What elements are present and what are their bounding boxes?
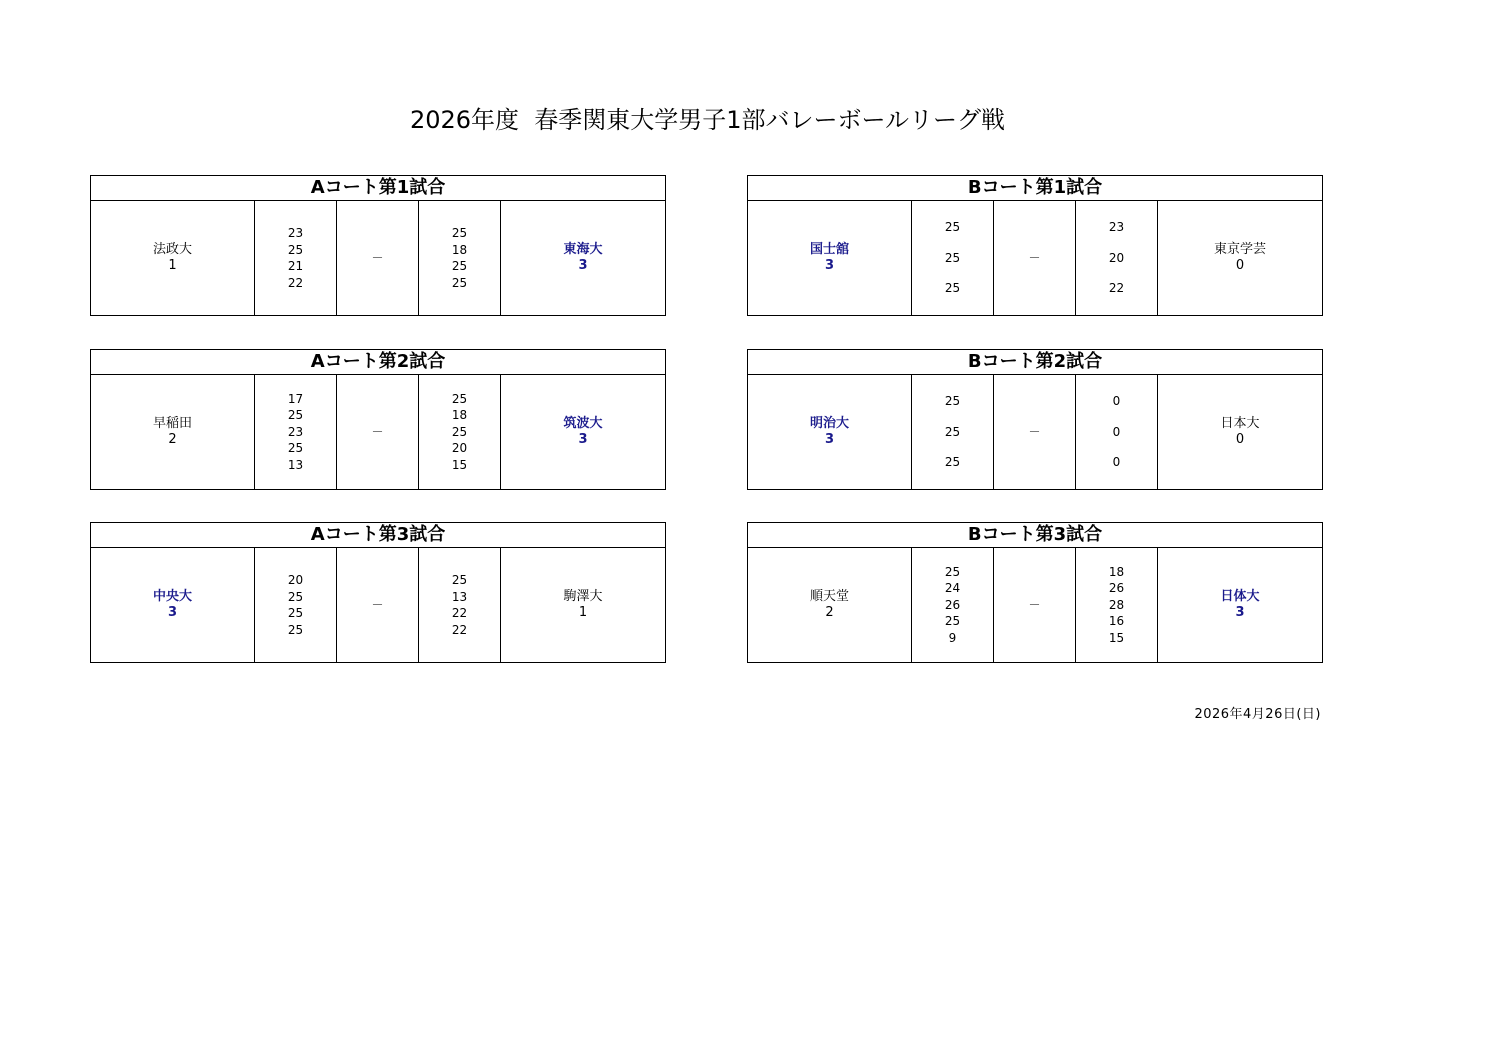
- set-score: 21: [287, 259, 304, 273]
- match-header: Bコート第2試合: [748, 350, 1322, 375]
- set-score: 18: [451, 242, 468, 257]
- set-score: 25: [944, 455, 961, 470]
- left-scores: [945, 375, 960, 489]
- match-header: Aコート第2試合: [91, 350, 665, 375]
- right-scores: [1109, 564, 1124, 647]
- right-scores-cell: [1076, 548, 1158, 662]
- set-score: 23: [1108, 220, 1125, 235]
- left-team-sets: 3: [167, 605, 178, 620]
- set-score: 25: [944, 424, 961, 439]
- set-score: 25: [944, 281, 961, 296]
- left-scores-cell: [255, 201, 337, 315]
- left-team-cell: [91, 548, 255, 662]
- match-header: Aコート第1試合: [91, 176, 665, 201]
- right-scores: [452, 572, 467, 638]
- right-team-cell: [501, 375, 665, 489]
- set-score: 25: [944, 250, 961, 265]
- set-score: 25: [451, 424, 468, 439]
- left-scores-cell: [255, 548, 337, 662]
- left-scores: [288, 572, 303, 638]
- set-score: 25: [451, 259, 468, 273]
- left-team-name: 明治大: [809, 415, 849, 431]
- match-header: Aコート第3試合: [91, 523, 665, 548]
- match-b3: [747, 522, 1323, 663]
- set-score: 18: [451, 408, 468, 423]
- set-score: 0: [1112, 394, 1121, 409]
- match-header: Bコート第1試合: [748, 176, 1322, 201]
- left-scores: [945, 564, 960, 647]
- right-team-name: 駒澤大: [563, 588, 603, 604]
- right-team-cell: [1158, 375, 1322, 489]
- left-team-name: 法政大: [152, 241, 192, 257]
- dash-cell: [337, 548, 419, 662]
- left-team-name: 中央大: [152, 588, 192, 604]
- right-team-cell: [501, 201, 665, 315]
- set-score: 25: [944, 394, 961, 409]
- dash-cell: [994, 375, 1076, 489]
- right-scores-cell: [1076, 201, 1158, 315]
- set-score: 20: [451, 441, 468, 456]
- set-score: 23: [287, 226, 304, 240]
- left-team-cell: [748, 548, 912, 662]
- right-team-sets: 0: [1235, 258, 1245, 273]
- right-team-name: 東京学芸: [1213, 241, 1266, 257]
- set-score: 20: [1108, 250, 1125, 265]
- left-team-cell: [91, 201, 255, 315]
- set-score: 25: [451, 226, 468, 240]
- right-team-sets: 0: [1235, 432, 1245, 447]
- set-score: 0: [1112, 424, 1121, 439]
- left-team-cell: [91, 375, 255, 489]
- match-a3: [90, 522, 666, 663]
- match-b1: [747, 175, 1323, 316]
- set-score: 18: [1108, 564, 1125, 579]
- left-scores-cell: [255, 375, 337, 489]
- left-scores-cell: [912, 548, 994, 662]
- set-score: 24: [944, 581, 961, 596]
- right-team-name: 日体大: [1220, 588, 1260, 604]
- right-scores: [452, 391, 467, 474]
- set-score: 13: [287, 457, 304, 472]
- set-score: 26: [944, 597, 961, 612]
- dash-cell: [337, 375, 419, 489]
- right-scores-cell: [1076, 375, 1158, 489]
- right-team-name: 東海大: [563, 241, 603, 257]
- right-scores-cell: [419, 201, 501, 315]
- set-score: 25: [287, 242, 304, 257]
- left-team-sets: 3: [824, 432, 835, 447]
- set-score: 25: [287, 408, 304, 423]
- set-score: 25: [944, 614, 961, 629]
- set-score: 23: [287, 424, 304, 439]
- right-scores: [452, 225, 467, 291]
- set-score: 13: [451, 589, 468, 604]
- right-team-sets: 3: [1235, 605, 1245, 620]
- left-team-sets: 2: [825, 605, 834, 620]
- set-score: 0: [1112, 455, 1121, 470]
- right-team-cell: [1158, 201, 1322, 315]
- right-scores: [1113, 375, 1121, 489]
- set-score: 16: [1108, 614, 1125, 629]
- left-team-name: 早稲田: [152, 415, 192, 431]
- set-score: 25: [287, 606, 304, 620]
- left-team-cell: [748, 375, 912, 489]
- left-team-sets: 3: [824, 258, 835, 273]
- dash: －: [371, 597, 384, 612]
- set-score: 25: [451, 391, 468, 406]
- set-score: 26: [1108, 581, 1125, 596]
- left-scores: [288, 391, 303, 474]
- left-team-sets: 2: [168, 432, 177, 447]
- match-header: Bコート第3試合: [748, 523, 1322, 548]
- right-team-sets: 3: [578, 432, 588, 447]
- set-score: 22: [1108, 281, 1125, 296]
- right-team-name: 日本大: [1220, 415, 1260, 431]
- right-team-sets: 3: [578, 258, 588, 273]
- left-team-sets: 1: [168, 258, 177, 273]
- left-scores-cell: [912, 375, 994, 489]
- page-title: 2026年度 春季関東大学男子1部バレーボールリーグ戦: [409, 106, 1006, 134]
- set-score: 17: [287, 391, 304, 406]
- set-score: 22: [451, 606, 468, 620]
- set-score: 25: [944, 564, 961, 579]
- right-scores-cell: [419, 375, 501, 489]
- set-score: 15: [1108, 630, 1125, 645]
- set-score: 22: [451, 622, 468, 637]
- right-team-name: 筑波大: [563, 415, 603, 431]
- dash: －: [371, 424, 384, 439]
- dash-cell: [994, 548, 1076, 662]
- dash: －: [1028, 424, 1041, 439]
- left-scores: [945, 201, 960, 315]
- left-team-cell: [748, 201, 912, 315]
- right-team-cell: [1158, 548, 1322, 662]
- right-team-sets: 1: [578, 605, 588, 620]
- set-score: 9: [948, 630, 957, 645]
- set-score: 20: [287, 573, 304, 587]
- set-score: 28: [1108, 597, 1125, 612]
- set-score: 22: [287, 275, 304, 290]
- set-score: 25: [287, 589, 304, 604]
- left-scores-cell: [912, 201, 994, 315]
- dash: －: [1028, 597, 1041, 612]
- set-score: 25: [451, 573, 468, 587]
- right-scores: [1109, 201, 1124, 315]
- dash-cell: [994, 201, 1076, 315]
- left-team-name: 国士舘: [809, 241, 849, 257]
- set-score: 25: [451, 275, 468, 290]
- match-a2: [90, 349, 666, 490]
- set-score: 25: [287, 622, 304, 637]
- left-scores: [288, 225, 303, 291]
- match-a1: [90, 175, 666, 316]
- dash-cell: [337, 201, 419, 315]
- set-score: 25: [287, 441, 304, 456]
- match-b2: [747, 349, 1323, 490]
- set-score: 25: [944, 220, 961, 235]
- set-score: 15: [451, 457, 468, 472]
- right-team-cell: [501, 548, 665, 662]
- left-team-name: 順天堂: [809, 588, 849, 604]
- match-date: 2026年4月26日(日): [1194, 707, 1321, 722]
- dash: －: [371, 250, 384, 265]
- dash: －: [1028, 250, 1041, 265]
- right-scores-cell: [419, 548, 501, 662]
